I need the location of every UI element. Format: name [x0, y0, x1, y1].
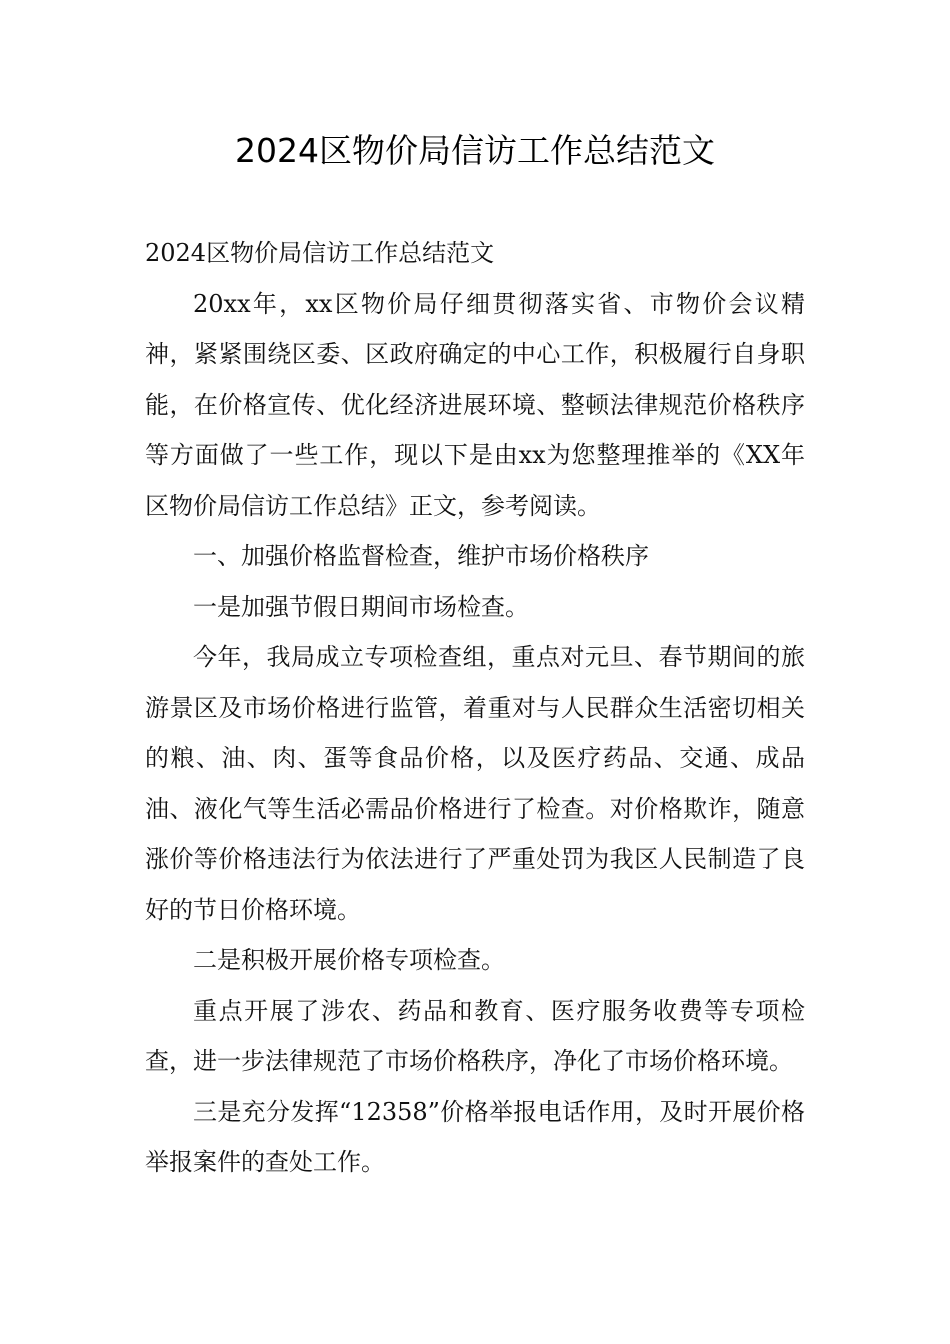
paragraph: 20xx年，xx区物价局仔细贯彻落实省、市物价会议精神，紧紧围绕区委、区政府确定的中心工作，积极履行自身职能，在价格宣传、优化经济进展环境、整顿法律规范价格秩序等方面做了一些工作，现以下是由xx为您整理推举的《XX年区物价局信访工作总结》正文，参考阅读。: [145, 289, 805, 520]
document-body: [145, 228, 805, 1188]
paragraph: 一是加强节假日期间市场检查。: [193, 592, 529, 621]
section-heading: 一、加强价格监督检查，维护市场价格秩序: [193, 542, 649, 570]
paragraph: 二是积极开展价格专项检查。: [193, 946, 505, 974]
document-title: 2024区物价局信访工作总结范文: [235, 131, 715, 170]
paragraph: 今年，我局成立专项检查组，重点对元旦、春节期间的旅游景区及市场价格进行监管，着重对与人民群众生活密切相关的粮、油、肉、蛋等食品价格，以及医疗药品、交通、成品油、液化气等生活必需品价格进行了检查。对价格欺诈，随意涨价等价格违法行为依法进行了严重处罚为我区人民制造了良好的节日价格环境。: [145, 643, 805, 924]
paragraph: 三是充分发挥“12358”价格举报电话作用，及时开展价格举报案件的查处工作。: [145, 1097, 805, 1176]
paragraph-subtitle: 2024区物价局信访工作总结范文: [145, 239, 495, 267]
paragraph: 重点开展了涉农、药品和教育、医疗服务收费等专项检查，进一步法律规范了市场价格秩序，净化了市场价格环境。: [145, 996, 805, 1075]
